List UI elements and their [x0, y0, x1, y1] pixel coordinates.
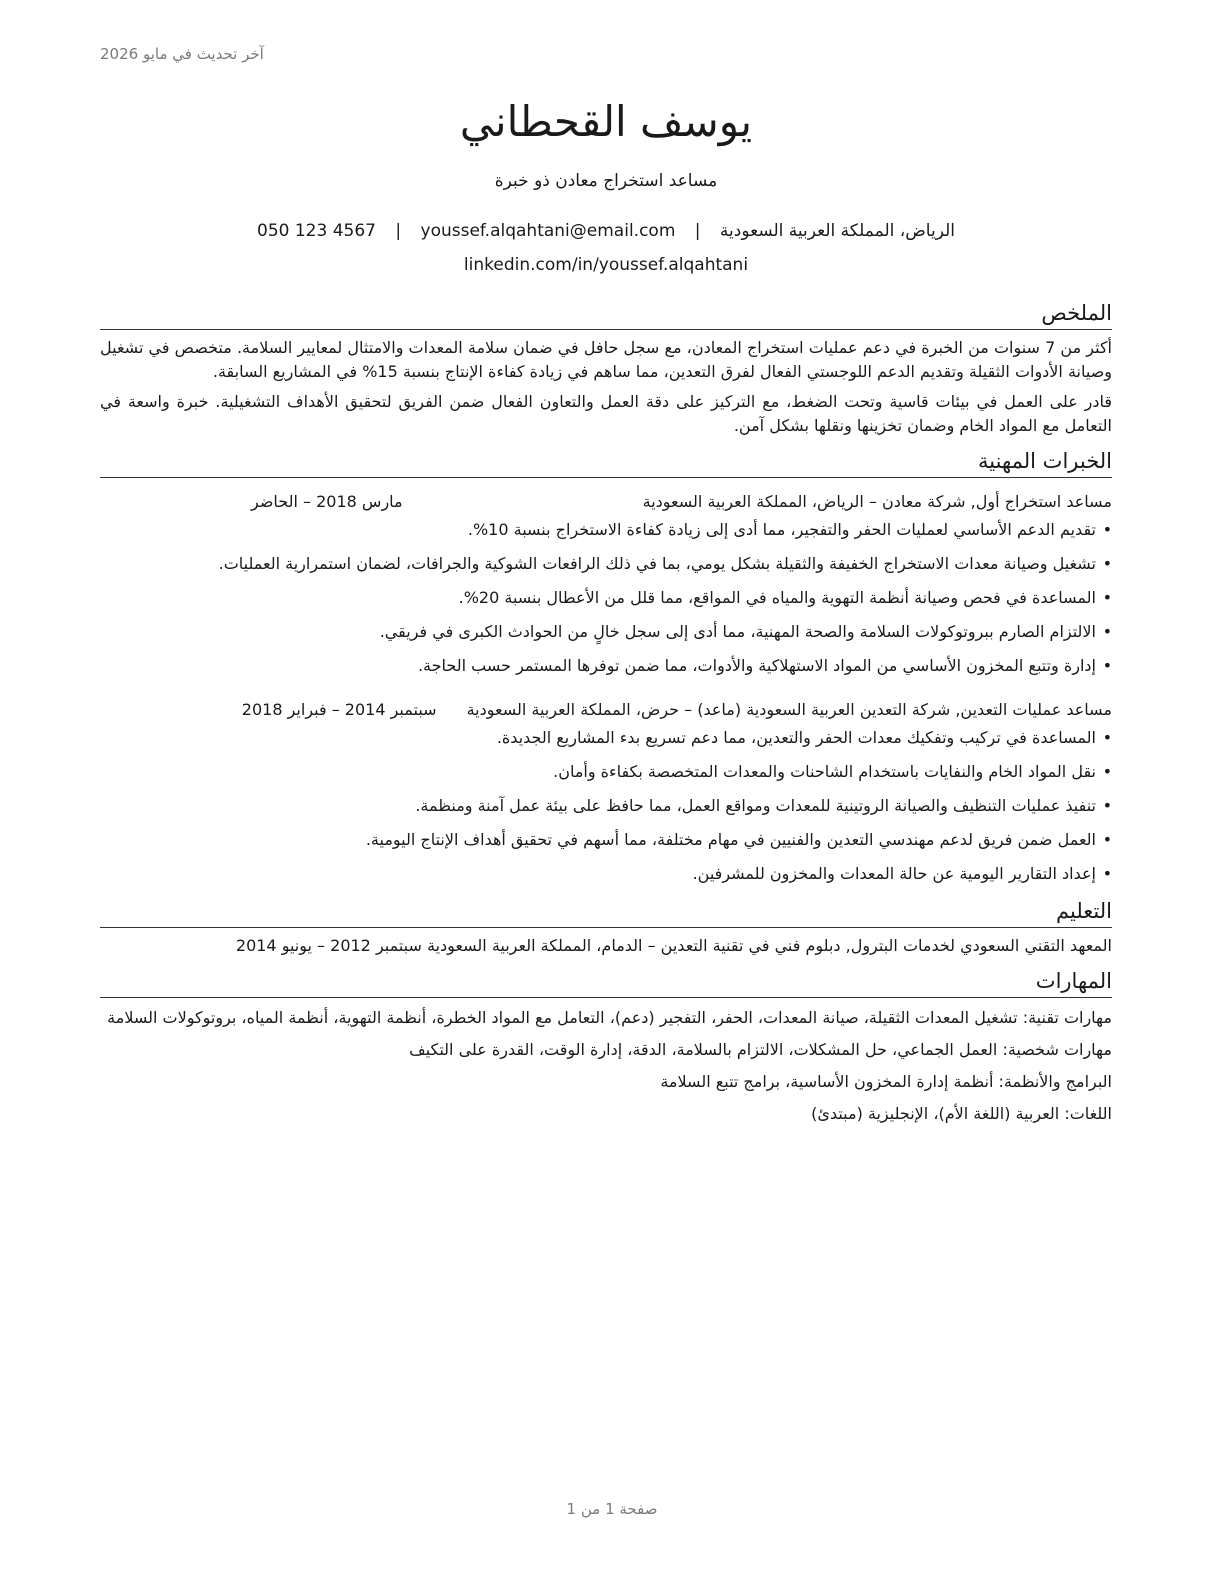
- skills-section: [100, 966, 1112, 1126]
- job-bullets: [100, 726, 1112, 886]
- job-dates: سبتمبر 2014 – فبراير 2018: [241, 700, 437, 719]
- job-role: مساعد عمليات التعدين, شركة التعدين العربية السعودية (ماعد) – حرض، المملكة العربية السعودية: [466, 700, 1112, 719]
- list-item: • نقل المواد الخام والنفايات باستخدام الشاحنات والمعدات المتخصصة بكفاءة وأمان.: [100, 760, 1112, 784]
- list-item: • العمل ضمن فريق لدعم مهندسي التعدين والفنيين في مهام مختلفة، مما أسهم في تحقيق أهداف الإنتاج اليومية.: [100, 828, 1112, 852]
- summary-paragraph: قادر على العمل في بيئات قاسية وتحت الضغط، مع التركيز على دقة العمل والتعاون الفعال ضمن الفريق لتحقيق الأهداف التشغيلية. خبرة واسعة في التعامل مع المواد الخام وضمان تخزينها ونقلها بشكل آمن.: [100, 392, 1112, 435]
- job-header: [100, 698, 1112, 722]
- job-entry: [100, 698, 1112, 886]
- last-updated-note: آخر تحديث في مايو 2026: [100, 45, 264, 63]
- education-entry: المعهد التقني السعودي لخدمات البترول, دبلوم فني في تقنية التعدين – الدمام، المملكة العربية السعودية سبتمبر 2012 – يونيو 2014: [235, 936, 1112, 955]
- summary-paragraph: أكثر من 7 سنوات من الخبرة في دعم عمليات استخراج المعادن، مع سجل حافل في ضمان سلامة المعدات والامتثال لمعايير السلامة. متخصص في تشغيل وصيانة الأدوات الثقيلة وتقديم الدعم اللوجستي الفعال لفرق التعدين، مما ساهم في زيادة كفاءة الإنتاج بنسبة 15% في المشاريع السابقة.: [100, 338, 1113, 381]
- list-item: • الالتزام الصارم ببروتوكولات السلامة والصحة المهنية، مما أدى إلى سجل خالٍ من الحوادث الكبرى في فريقي.: [100, 620, 1112, 644]
- list-item: • إدارة وتتبع المخزون الأساسي من المواد الاستهلاكية والأدوات، مما ضمن توفرها المستمر حسب الحاجة.: [100, 654, 1112, 678]
- summary-section: [100, 298, 1112, 438]
- contact-line: [100, 218, 1112, 244]
- list-item: • تقديم الدعم الأساسي لعمليات الحفر والتفجير، مما أدى إلى زيادة كفاءة الاستخراج بنسبة 10%.: [100, 518, 1112, 542]
- section-title-education: التعليم: [100, 896, 1112, 928]
- contact-separator: |: [395, 221, 402, 241]
- linkedin-link[interactable]: linkedin.com/in/youssef.alqahtani: [463, 255, 749, 275]
- list-item: • تشغيل وصيانة معدات الاستخراج الخفيفة والثقيلة بشكل يومي، بما في ذلك الرافعات الشوكية والجرافات، لضمان استمرارية العمليات.: [100, 552, 1112, 576]
- location-text: الرياض، المملكة العربية السعودية: [719, 221, 955, 241]
- experience-section: [100, 446, 1112, 886]
- list-item: • تنفيذ عمليات التنظيف والصيانة الروتينية للمعدات ومواقع العمل، مما حافظ على بيئة عمل آمنة ومنظمة.: [100, 794, 1112, 818]
- section-title-summary: الملخص: [100, 298, 1112, 330]
- skill-line: مهارات تقنية: تشغيل المعدات الثقيلة، صيانة المعدات، الحفر، التفجير (دعم)، التعامل مع المواد الخطرة، أنظمة التهوية، أنظمة المياه، بروتوكولات السلامة: [107, 1008, 1112, 1027]
- skill-line: اللغات: العربية (اللغة الأم)، الإنجليزية (مبتدئ): [811, 1104, 1112, 1123]
- job-dates: مارس 2018 – الحاضر: [251, 492, 403, 511]
- job-bullets: [100, 518, 1112, 678]
- skill-line: مهارات شخصية: العمل الجماعي، حل المشكلات، الالتزام بالسلامة، الدقة، إدارة الوقت، القدرة على التكيف: [409, 1040, 1112, 1059]
- page-number: صفحة 1 من 1: [566, 1500, 658, 1518]
- contact-separator: |: [694, 221, 701, 241]
- section-title-experience: الخبرات المهنية: [100, 446, 1112, 478]
- list-item: • إعداد التقارير اليومية عن حالة المعدات والمخزون للمشرفين.: [100, 862, 1112, 886]
- phone-text: 050 123 4567: [257, 221, 376, 241]
- education-section: [100, 896, 1112, 958]
- job-header: [100, 490, 1112, 514]
- resume-page: [100, 90, 1112, 1126]
- candidate-headline: مساعد استخراج معادن ذو خبرة: [494, 171, 718, 191]
- list-item: • المساعدة في فحص وصيانة أنظمة التهوية والمياه في المواقع، مما قلل من الأعطال بنسبة 20%.: [100, 586, 1112, 610]
- job-role: مساعد استخراج أول, شركة معادن – الرياض، المملكة العربية السعودية: [642, 492, 1112, 511]
- candidate-name: يوسف القحطاني: [459, 97, 753, 146]
- skill-line: البرامج والأنظمة: أنظمة إدارة المخزون الأساسية، برامج تتبع السلامة: [660, 1072, 1112, 1091]
- section-title-skills: المهارات: [100, 966, 1112, 998]
- job-entry: [100, 490, 1112, 678]
- email-link[interactable]: youssef.alqahtani@email.com: [420, 221, 676, 241]
- list-item: • المساعدة في تركيب وتفكيك معدات الحفر والتعدين، مما دعم تسريع بدء المشاريع الجديدة.: [100, 726, 1112, 750]
